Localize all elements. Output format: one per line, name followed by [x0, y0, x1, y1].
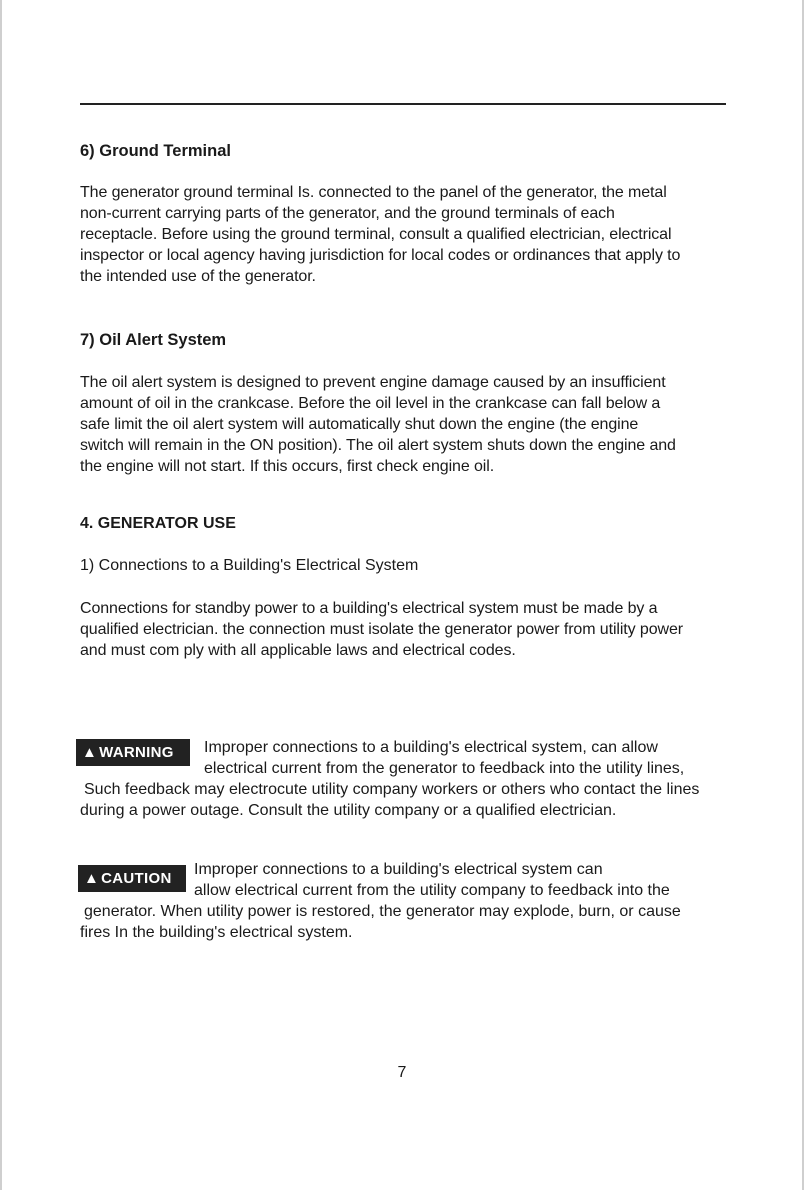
paragraph-line: amount of oil in the crankcase. Before the oil level in the crankcase can fall below a — [80, 395, 661, 412]
section-ground-terminal-body — [80, 182, 736, 287]
section-oil-alert — [80, 330, 736, 350]
section-ground-terminal — [80, 141, 736, 161]
section-heading: 6) Ground Terminal — [80, 142, 231, 160]
warning-text-line: during a power outage. Consult the utility company or a qualified electrician. — [80, 802, 617, 819]
warning-triangle-icon: ▲ — [82, 744, 98, 761]
caution-triangle-icon: ▲ — [84, 870, 100, 887]
caution-badge-label: CAUTION — [101, 870, 172, 887]
warning-badge — [76, 739, 190, 766]
paragraph-line: non-current carrying parts of the generator, and the ground terminals of each — [80, 205, 615, 222]
header-rule — [80, 103, 726, 105]
caution-text-line: Improper connections to a building's electrical system can — [194, 861, 603, 878]
paragraph-line: Connections for standby power to a building's electrical system must be made by a — [80, 600, 658, 617]
page-edge-left — [0, 0, 2, 1190]
page-number: 7 — [397, 1064, 407, 1081]
warning-text-line: electrical current from the generator to feedback into the utility lines, — [204, 760, 685, 777]
subsection-heading: 1) Connections to a Building's Electrical System — [80, 557, 419, 574]
paragraph-line: qualified electrician. the connection must isolate the generator power from utility power — [80, 621, 683, 638]
paragraph-line: The oil alert system is designed to prevent engine damage caused by an insufficient — [80, 374, 666, 391]
caution-badge — [78, 865, 186, 892]
paragraph-line: switch will remain in the ON position). The oil alert system shuts down the engine and — [80, 437, 676, 454]
paragraph-line: and must com ply with all applicable laws and electrical codes. — [80, 642, 516, 659]
caution-text-line: allow electrical current from the utility company to feedback into the — [194, 882, 670, 899]
section-heading: 7) Oil Alert System — [80, 331, 227, 349]
paragraph-line: the engine will not start. If this occurs, first check engine oil. — [80, 458, 495, 475]
paragraph-line: safe limit the oil alert system will automatically shut down the engine (the engine — [80, 416, 639, 433]
section-heading: 4. GENERATOR USE — [80, 515, 236, 532]
paragraph-line: the intended use of the generator. — [80, 268, 316, 285]
warning-text-line: Improper connections to a building's electrical system, can allow — [204, 739, 658, 756]
paragraph-line: inspector or local agency having jurisdiction for local codes or ordinances that apply to — [80, 247, 681, 264]
section-oil-alert-body — [80, 372, 736, 477]
section-generator-use-body — [80, 598, 736, 661]
warning-text-line: Such feedback may electrocute utility company workers or others who contact the lines — [84, 781, 700, 798]
subsection-connections — [80, 556, 736, 576]
section-generator-use — [80, 514, 736, 534]
warning-badge-label: WARNING — [99, 744, 174, 761]
paragraph-line: receptacle. Before using the ground terminal, consult a qualified electrician, electrical — [80, 226, 672, 243]
caution-text-line: fires In the building's electrical system. — [80, 924, 353, 941]
caution-text-line: generator. When utility power is restored, the generator may explode, burn, or cause — [84, 903, 681, 920]
paragraph-line: The generator ground terminal Is. connected to the panel of the generator, the metal — [80, 184, 667, 201]
